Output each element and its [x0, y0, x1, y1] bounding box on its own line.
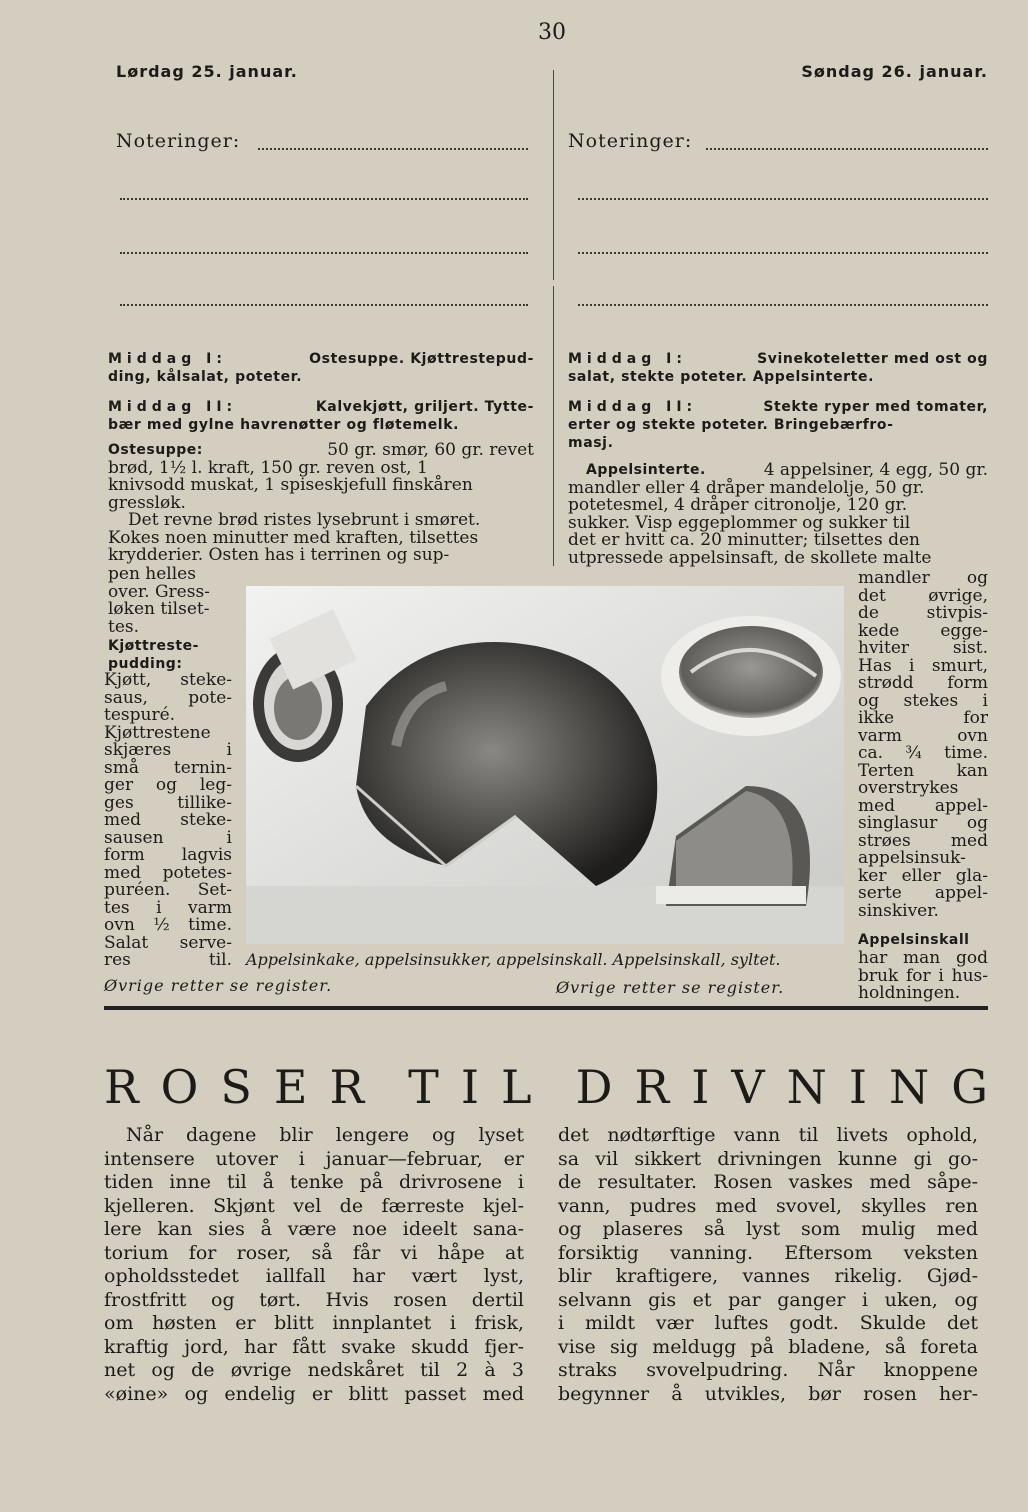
left-middag-1-text2: ding, kålsalat, poteter.	[108, 369, 303, 385]
article-left-column	[104, 1124, 524, 1406]
text-line: intensere utover i januar—februar, er	[104, 1147, 524, 1170]
recipe-line: sukker. Visp eggeplommer og sukker til	[568, 512, 911, 533]
text-line: sausen i	[104, 827, 232, 848]
title-word-2: TIL	[408, 1060, 554, 1114]
food-photo	[246, 586, 844, 944]
recipe-line: utpressede appelsinsaft, de skollete malte	[568, 547, 932, 568]
text-line: i mildt vær luftes godt. Skulde det	[558, 1312, 978, 1334]
left-notes-line-2[interactable]	[120, 198, 528, 200]
text-line: vann, pudres med svovel, skylles ren	[558, 1194, 978, 1217]
appelsinterte-label: Appelsinterte.	[586, 462, 706, 478]
text-line: Terten kan	[858, 760, 988, 781]
article-title	[104, 1060, 1010, 1114]
recipe-line: Kokes noen minutter med kraften, tilsettes	[108, 527, 479, 548]
recipe-line: mandler eller 4 dråper mandelolje, 50 gr.	[568, 477, 925, 498]
text-line: Salat serve-	[104, 932, 232, 953]
left-day-heading: Lørdag 25. januar.	[116, 62, 298, 81]
ostesuppe-recipe	[108, 442, 534, 565]
right-ovrige-retter: Øvrige retter se register.	[556, 978, 785, 997]
text-line: ges tillike-	[104, 792, 232, 813]
recipe-line: 50 gr. smør, 60 gr. revet	[327, 440, 534, 460]
title-word-3: DRIVNING	[575, 1060, 1010, 1114]
text-line: Has i smurt,	[858, 655, 988, 676]
text-line: selvann gis et par ganger i uken, og	[558, 1288, 978, 1311]
text-line: Når dagene blir lengere og lyset	[126, 1124, 524, 1146]
text-line: opholdsstedet iallfall har vært lyst,	[104, 1265, 524, 1287]
recipe-line: brød, 1½ l. kraft, 150 gr. reven ost, 1	[108, 457, 428, 478]
left-middag-1-text: Ostesuppe. Kjøttrestepud-	[309, 351, 534, 367]
text-line: «øine» og endelig er blitt passet med	[104, 1382, 524, 1405]
text-line: de stivpis-	[858, 603, 988, 623]
left-notes-line-3[interactable]	[120, 252, 528, 254]
recipe-line: potetesmel, 4 dråper citronolje, 120 gr.	[568, 495, 908, 515]
text-line: lere kan sies å være noe ideelt sana-	[104, 1218, 524, 1240]
text-line: med steke-	[104, 810, 232, 830]
text-line: strøes med	[858, 830, 988, 851]
right-notes-label: Noteringer:	[568, 130, 693, 152]
right-notes-line-1[interactable]	[706, 148, 988, 150]
text-line: det nødtørftige vann til livets ophold,	[558, 1124, 978, 1146]
text-line: blir kraftigere, vannes rikelig. Gjød-	[558, 1265, 978, 1287]
left-narrow-text-1	[108, 566, 234, 673]
kjottreste-label: Kjøttreste-	[108, 638, 199, 654]
text-line: kraftig jord, har fått svake skudd fjer-	[104, 1335, 524, 1358]
right-middag-1	[568, 350, 988, 386]
appelsinterte-recipe	[568, 462, 988, 567]
right-middag-2-text3: masj.	[568, 435, 614, 451]
recipe-line: gressløk.	[108, 492, 186, 513]
left-notes-line-1[interactable]	[258, 148, 528, 150]
text-line: og stekes i	[858, 690, 988, 711]
text-line: det øvrige,	[858, 585, 988, 606]
right-day-heading: Søndag 26. januar.	[801, 62, 988, 81]
text-line: kede egge-	[858, 620, 988, 641]
text-line: ca. ¾ time.	[858, 743, 988, 763]
text-line: singlasur og	[858, 813, 988, 833]
text-line: puréen. Set-	[104, 880, 232, 900]
right-narrow-text-2	[858, 950, 988, 1003]
ostesuppe-label: Ostesuppe:	[108, 442, 203, 458]
right-middag-2-text: Stekte ryper med tomater,	[763, 399, 988, 415]
article-right-column	[558, 1124, 978, 1406]
text-line: Kjøttrestene	[104, 722, 211, 743]
text-line: ger og leg-	[104, 775, 232, 795]
section-rule	[104, 1006, 988, 1010]
text-line: de resultater. Rosen vaskes med såpe-	[558, 1171, 978, 1193]
left-narrow-text-2	[104, 672, 232, 970]
text-line: ovn ½ time.	[104, 915, 232, 935]
text-line: sa vil sikkert drivningen kunne gi go-	[558, 1147, 978, 1170]
text-line: vise sig meldugg på bladene, så foreta	[558, 1335, 978, 1358]
bowl	[661, 616, 841, 736]
title-word-1: ROSER	[104, 1060, 387, 1114]
text-line: holdningen.	[858, 983, 961, 1003]
left-middag-1-label: Middag I:	[108, 351, 227, 367]
text-line: frostfritt og tørt. Hvis rosen dertil	[104, 1288, 524, 1311]
text-line: og plaseres så lyst som mulig med	[558, 1218, 978, 1240]
text-line: ker eller gla-	[858, 865, 988, 886]
text-line: skjæres i	[104, 740, 232, 760]
text-line: begynner å utvikles, bør rosen her-	[558, 1382, 978, 1405]
text-line: strødd form	[858, 673, 988, 693]
right-middag-2-label: Middag II:	[568, 399, 698, 415]
text-line: små ternin-	[104, 757, 232, 778]
text-line: appelsinsuk-	[858, 848, 966, 868]
text-line: Kjøtt, steke-	[104, 670, 232, 690]
text-line: tes i varm	[104, 897, 232, 918]
text-line: om høsten er blitt innplantet i frisk,	[104, 1312, 524, 1334]
text-line: form lagvis	[104, 845, 232, 865]
orange-cake-photo	[246, 586, 844, 944]
text-line: overstrykes	[858, 778, 959, 798]
narrow-line: pen helles	[108, 564, 196, 584]
right-notes-line-2[interactable]	[578, 198, 988, 200]
left-notes-line-4[interactable]	[120, 304, 528, 306]
text-line: saus, pote-	[104, 687, 232, 708]
left-middag-2-label: Middag II:	[108, 399, 238, 415]
left-middag-1	[108, 350, 534, 386]
text-line: har man god	[858, 948, 988, 968]
right-middag-2	[568, 398, 988, 452]
text-line: serte appel-	[858, 883, 988, 903]
text-line: kjelleren. Skjønt vel de færreste kjel-	[104, 1194, 524, 1217]
text-line: tiden inne til å tenke på drivrosene i	[104, 1171, 524, 1193]
right-narrow-text	[858, 570, 988, 920]
right-middag-1-label: Middag I:	[568, 351, 687, 367]
left-middag-2-text2: bær med gylne havrenøtter og fløtemelk.	[108, 417, 460, 433]
left-ovrige-retter: Øvrige retter se register.	[104, 976, 333, 995]
appelsinskall-label: Appelsinskall	[858, 932, 970, 948]
recipe-line: knivsodd muskat, 1 spiseskjefull finskåren	[108, 475, 473, 495]
text-line: med appel-	[858, 795, 988, 816]
right-middag-1-text2: salat, stekte poteter. Appelsinterte.	[568, 369, 874, 385]
narrow-line: tes.	[108, 616, 140, 637]
narrow-line: løken tilset-	[108, 599, 210, 619]
kjottreste-label-2: pudding:	[108, 655, 183, 672]
column-divider-top	[553, 70, 554, 280]
column-divider-bottom	[553, 286, 554, 566]
recipe-line: krydderier. Osten has i terrinen og sup-	[108, 545, 450, 565]
right-middag-1-text: Svinekoteletter med ost og	[757, 351, 988, 367]
text-line: sinskiver.	[858, 900, 939, 921]
photo-caption: Appelsinkake, appelsinsukker, appelsinskall. Appelsinskall, syltet.	[246, 950, 781, 969]
text-line: mandler og	[858, 568, 988, 588]
text-line: torium for roser, så får vi håpe at	[104, 1241, 524, 1264]
right-notes-line-4[interactable]	[578, 304, 988, 306]
page-number: 30	[538, 20, 566, 45]
recipe-line: Det revne brød ristes lysebrunt i smøret.	[128, 510, 481, 530]
recipe-line: det er hvitt ca. 20 minutter; tilsettes den	[568, 530, 920, 550]
text-line: tespuré.	[104, 705, 176, 725]
text-line: hviter sist.	[858, 638, 988, 658]
text-line: bruk for i hus-	[858, 965, 988, 986]
right-middag-2-text2: erter og stekte poteter. Bringebærfro-	[568, 417, 894, 433]
left-notes-label: Noteringer:	[116, 130, 241, 152]
left-middag-2-text: Kalvekjøtt, griljert. Tytte-	[315, 399, 534, 415]
left-middag-2	[108, 398, 534, 434]
recipe-line: 4 appelsiner, 4 egg, 50 gr.	[763, 460, 988, 480]
right-notes-line-3[interactable]	[578, 252, 988, 254]
text-line: ikke for	[858, 708, 988, 728]
text-line: forsiktig vanning. Eftersom veksten	[558, 1241, 978, 1264]
text-line: res til.	[104, 950, 232, 970]
text-line: net og de øvrige nedskåret til 2 à 3	[104, 1359, 524, 1381]
text-line: straks svovelpudring. Når knoppene	[558, 1359, 978, 1381]
text-line: varm ovn	[858, 725, 988, 746]
text-line: med potetes-	[104, 862, 232, 883]
narrow-line: over. Gress-	[108, 581, 210, 602]
